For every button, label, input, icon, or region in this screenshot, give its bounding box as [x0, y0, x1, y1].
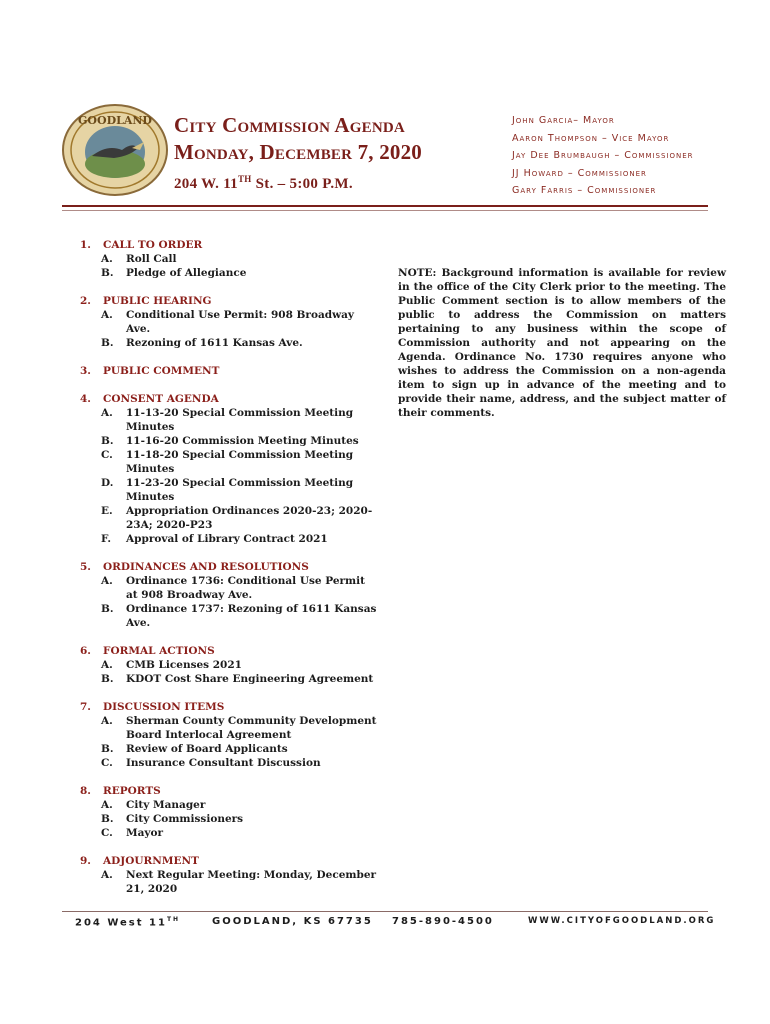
item-letter: C. — [101, 827, 113, 839]
agenda-section — [80, 294, 380, 350]
agenda-title-block — [174, 112, 422, 193]
footer-address: 204 West 11TH — [75, 916, 181, 929]
agenda-section-heading — [80, 364, 380, 378]
agenda-section — [80, 238, 380, 280]
agenda-section-heading — [80, 560, 380, 574]
footer-phone: 785-890-4500 — [392, 916, 494, 927]
footer-divider — [62, 911, 708, 912]
agenda-item — [80, 602, 380, 630]
item-text: Mayor — [126, 827, 164, 839]
item-letter: B. — [101, 267, 114, 279]
section-number: 7. — [80, 701, 91, 713]
item-text: 11-16-20 Commission Meeting Minutes — [126, 435, 359, 447]
agenda-item — [80, 574, 380, 602]
officials-list — [512, 112, 694, 200]
official-commissioner: Jay Dee Brumbaugh – Commissioner — [512, 150, 694, 161]
item-letter: C. — [101, 757, 113, 769]
agenda-item — [80, 252, 380, 266]
section-number: 8. — [80, 785, 91, 797]
item-letter: A. — [101, 407, 113, 419]
section-number: 5. — [80, 561, 91, 573]
agenda-item — [80, 448, 380, 476]
item-text: Sherman County Community Development Board Interlocal Agreement — [126, 715, 377, 741]
agenda-item — [80, 434, 380, 448]
item-text: Conditional Use Permit: 908 Broadway Ave. — [126, 309, 355, 335]
section-number: 9. — [80, 855, 91, 867]
section-title: FORMAL ACTIONS — [103, 645, 215, 657]
agenda-title: City Commission Agenda — [174, 113, 405, 137]
agenda-list — [80, 238, 380, 910]
section-title: ADJOURNMENT — [103, 855, 199, 867]
item-text: KDOT Cost Share Engineering Agreement — [126, 673, 374, 685]
agenda-section — [80, 644, 380, 686]
agenda-item — [80, 504, 380, 532]
item-text: 11-18-20 Special Commission Meeting Minutes — [126, 449, 354, 475]
item-letter: F. — [101, 533, 112, 545]
item-letter: D. — [101, 477, 114, 489]
item-letter: A. — [101, 309, 113, 321]
svg-text:GOODLAND: GOODLAND — [78, 114, 152, 127]
agenda-section — [80, 700, 380, 770]
item-letter: E. — [101, 505, 113, 517]
item-letter: B. — [101, 673, 114, 685]
section-title: CONSENT AGENDA — [103, 393, 219, 405]
item-letter: A. — [101, 659, 113, 671]
meeting-location-time: 204 W. 11TH St. – 5:00 P.M. — [174, 174, 353, 192]
item-letter: B. — [101, 435, 114, 447]
item-text: Insurance Consultant Discussion — [126, 757, 321, 769]
section-number: 6. — [80, 645, 91, 657]
item-letter: A. — [101, 799, 113, 811]
agenda-section-heading — [80, 392, 380, 406]
agenda-section — [80, 560, 380, 630]
item-text: Ordinance 1737: Rezoning of 1611 Kansas Ave. — [126, 603, 377, 629]
header-divider — [62, 205, 708, 207]
public-comment-note: NOTE: Background information is available for review in the office of the City Clerk prior to the meeting. The Public Comment section is to allow members of the public to address the Commission on matters pertaining to any business within the scope of Commission authority and not appearing on the Agenda. Ordinance No. 1730 requires anyone who wishes to address the Commission on a non-agenda item to sign up in advance of the meeting and to provide their name, address, and the subject matter of their comments. — [398, 267, 726, 419]
section-title: PUBLIC COMMENT — [103, 365, 220, 377]
item-text: Pledge of Allegiance — [126, 267, 247, 279]
item-letter: A. — [101, 869, 113, 881]
item-letter: A. — [101, 253, 113, 265]
item-text: 11-23-20 Special Commission Meeting Minutes — [126, 477, 354, 503]
agenda-section — [80, 784, 380, 840]
item-text: Roll Call — [126, 253, 177, 265]
agenda-item — [80, 336, 380, 350]
agenda-section-heading — [80, 700, 380, 714]
item-text: 11-13-20 Special Commission Meeting Minutes — [126, 407, 354, 433]
official-commissioner: JJ Howard – Commissioner — [512, 167, 647, 179]
item-text: City Manager — [126, 799, 206, 811]
item-letter: B. — [101, 603, 114, 615]
agenda-item — [80, 406, 380, 434]
agenda-section — [80, 854, 380, 896]
item-text: Rezoning of 1611 Kansas Ave. — [126, 337, 303, 349]
agenda-section — [80, 392, 380, 546]
item-letter: A. — [101, 715, 113, 727]
section-title: PUBLIC HEARING — [103, 295, 212, 307]
meeting-date: Monday, December 7, 2020 — [174, 140, 422, 164]
item-text: CMB Licenses 2021 — [126, 659, 242, 671]
agenda-item — [80, 868, 380, 896]
agenda-item — [80, 812, 380, 826]
agenda-section — [80, 364, 380, 378]
official-vice-mayor: Aaron Thompson – Vice Mayor — [512, 132, 670, 144]
agenda-item — [80, 672, 380, 686]
agenda-item — [80, 798, 380, 812]
city-seal-logo — [62, 104, 168, 196]
section-title: CALL TO ORDER — [103, 239, 203, 251]
section-title: ORDINANCES AND RESOLUTIONS — [103, 561, 309, 573]
item-text: Ordinance 1736: Conditional Use Permit at 908 Broadway Ave. — [126, 575, 365, 601]
section-number: 2. — [80, 295, 91, 307]
agenda-item — [80, 308, 380, 336]
agenda-section-heading — [80, 784, 380, 798]
item-letter: B. — [101, 813, 114, 825]
agenda-section-heading — [80, 294, 380, 308]
header-divider-thin — [62, 210, 708, 211]
agenda-item — [80, 714, 380, 742]
official-commissioner: Gary Farris – Commissioner — [512, 185, 657, 196]
section-title: DISCUSSION ITEMS — [103, 701, 225, 713]
agenda-section-heading — [80, 644, 380, 658]
item-text: Review of Board Applicants — [126, 743, 288, 755]
official-mayor: John Garcia– Mayor — [512, 115, 615, 126]
agenda-item — [80, 476, 380, 504]
item-letter: C. — [101, 449, 113, 461]
section-number: 4. — [80, 393, 91, 405]
item-letter: B. — [101, 337, 114, 349]
section-number: 3. — [80, 365, 91, 377]
section-number: 1. — [80, 239, 91, 251]
agenda-section-heading — [80, 854, 380, 868]
agenda-item — [80, 742, 380, 756]
agenda-item — [80, 756, 380, 770]
item-letter: B. — [101, 743, 114, 755]
item-letter: A. — [101, 575, 113, 587]
footer-city: GOODLAND, KS 67735 — [212, 916, 373, 927]
footer-website: WWW.CITYOFGOODLAND.ORG — [528, 916, 716, 926]
item-text: Approval of Library Contract 2021 — [126, 533, 328, 545]
item-text: Next Regular Meeting: Monday, December 21, 2020 — [126, 869, 377, 895]
agenda-item — [80, 532, 380, 546]
item-text: City Commissioners — [126, 813, 244, 825]
agenda-item — [80, 658, 380, 672]
agenda-item — [80, 826, 380, 840]
item-text: Appropriation Ordinances 2020-23; 2020-23A; 2020-P23 — [126, 505, 373, 531]
agenda-section-heading — [80, 238, 380, 252]
agenda-item — [80, 266, 380, 280]
section-title: REPORTS — [103, 785, 161, 797]
